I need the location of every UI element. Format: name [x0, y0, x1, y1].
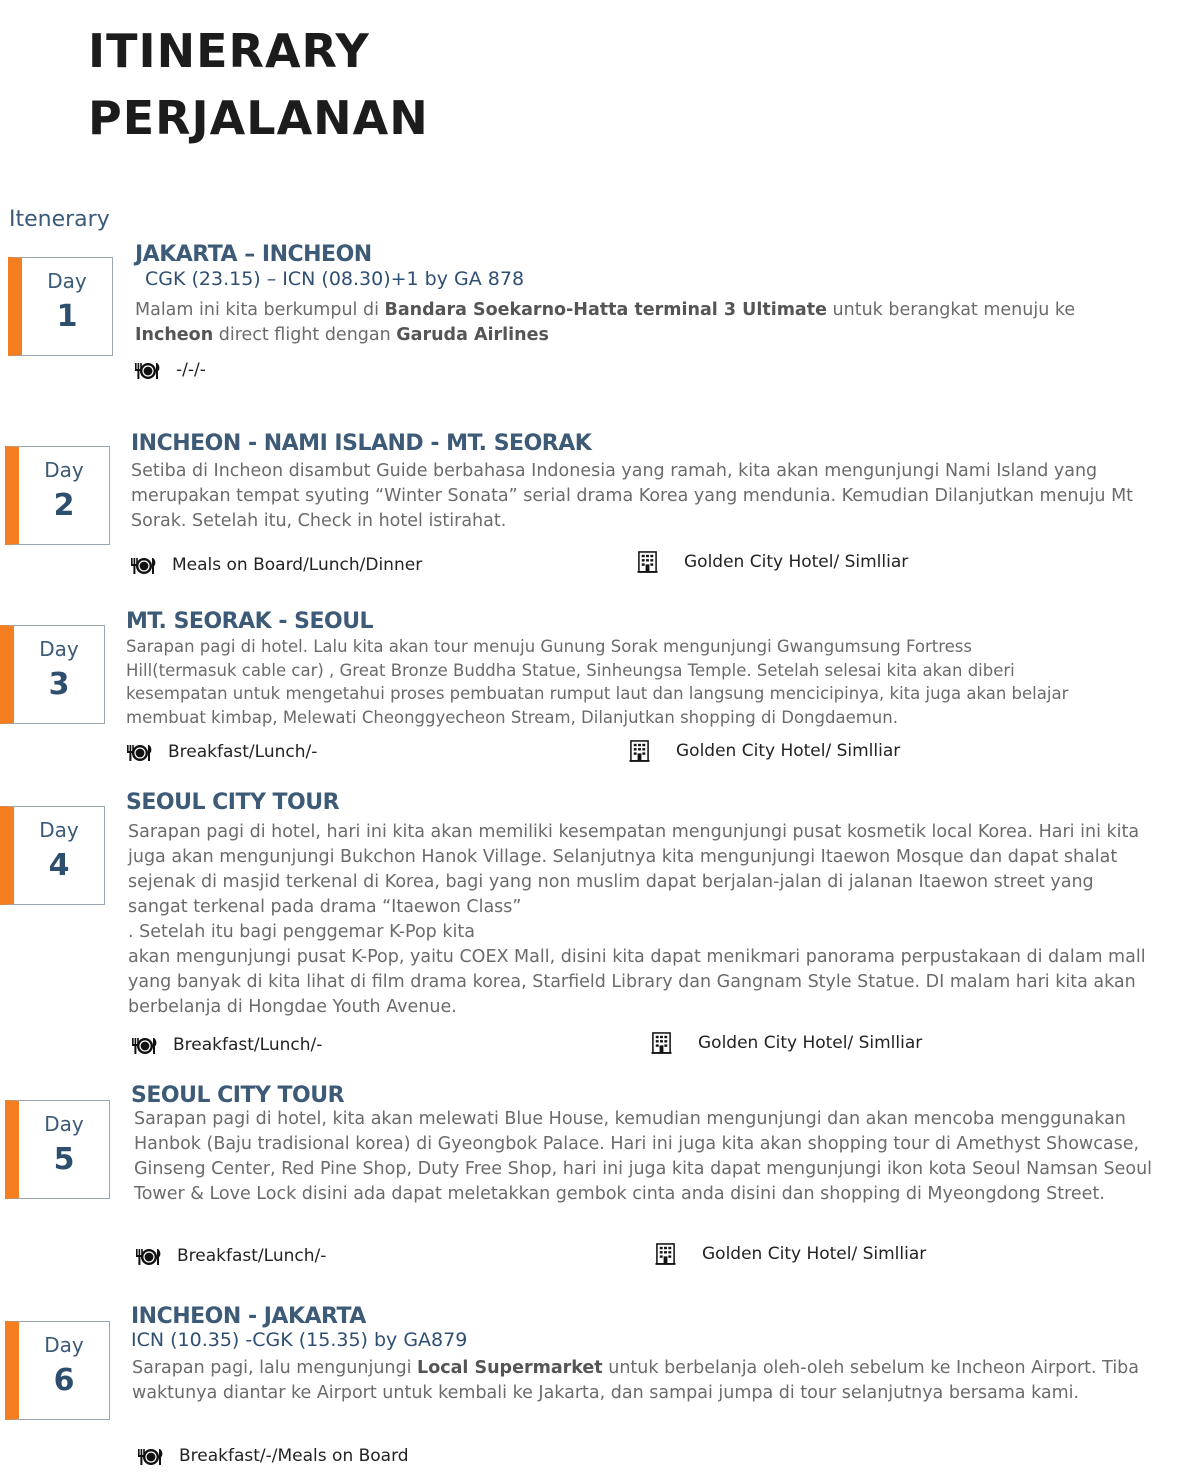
meals-icon	[130, 555, 158, 575]
day-label: Day	[44, 1112, 84, 1136]
day-number: 2	[53, 488, 75, 523]
day-3-meals	[126, 742, 317, 762]
day-4-description: Sarapan pagi di hotel, hari ini kita akan memiliki kesempatan mengunjungi pusat kosmetik local Korea. Hari ini kita juga akan mengunjungi Bukchon Hanok Village. Selanjutnya kita mengunjungi Itaewon Mosque dan dapat shalat sejenak di masjid terkenal di Korea, bagi yang non muslim dapat berjalan-jalan di jalanan Itaewon street yang sangat terkenal pada drama “Itaewon Class” . Setelah itu bagi penggemar K-Pop kita akan mengunjungi pusat K-Pop, yaitu COEX Mall, disini kita dapat menikmari panorama perpustakaan di dalam mall yang banyak di kita lihat di film drama korea, Starfield Library dan Gangnam Style Statue. DI malam hari kita akan berbelanja di Hongdae Youth Avenue.	[128, 822, 1146, 1017]
meals-icon	[134, 360, 162, 380]
meals-icon	[137, 1446, 165, 1466]
day-5-meals	[135, 1246, 326, 1266]
hotel-building-icon	[637, 550, 658, 573]
day-number: 3	[48, 667, 70, 702]
meals-text: Meals on Board/Lunch/Dinner	[172, 555, 423, 575]
meals-icon	[126, 742, 154, 762]
day-6-flight-info: ICN (10.35) -CGK (15.35) by GA879	[131, 1329, 468, 1351]
section-label: Itenerary	[9, 207, 110, 232]
day-badge-2	[5, 446, 110, 545]
meals-text: -/-/-	[176, 360, 206, 380]
hotel-text: Golden City Hotel/ Simlliar	[684, 551, 909, 572]
meals-text: Breakfast/Lunch/-	[173, 1035, 323, 1055]
day-4-heading: SEOUL CITY TOUR	[126, 790, 340, 815]
day-4-hotel	[651, 1031, 922, 1054]
day-number: 6	[53, 1363, 75, 1398]
day-6-heading: INCHEON - JAKARTA	[131, 1304, 366, 1329]
day-label: Day	[39, 637, 79, 661]
day-badge-5	[5, 1100, 110, 1199]
day-2-description: Setiba di Incheon disambut Guide berbahasa Indonesia yang ramah, kita akan mengunjungi Nami Island yang merupakan tempat syuting “Winter Sonata” serial drama Korea yang mendunia. Kemudian Dilanjutkan menuju Mt Sorak. Setelah itu, Check in hotel istirahat.	[131, 461, 1134, 531]
meals-icon	[131, 1035, 159, 1055]
meals-icon	[135, 1246, 163, 1266]
page-title-line-2: PERJALANAN	[88, 91, 429, 145]
hotel-building-icon	[629, 739, 650, 762]
day-5-heading: SEOUL CITY TOUR	[131, 1083, 345, 1108]
hotel-text: Golden City Hotel/ Simlliar	[698, 1032, 923, 1053]
day-1-description: Malam ini kita berkumpul di Bandara Soekarno-Hatta terminal 3 Ultimate untuk berangkat menuju ke Incheon direct flight dengan Garuda Airlines	[135, 300, 1076, 345]
day-4-meals	[131, 1035, 322, 1055]
day-1-heading: JAKARTA – INCHEON	[135, 242, 372, 267]
day-2-meals	[130, 555, 422, 575]
day-badge-6	[5, 1321, 110, 1420]
day-2-heading: INCHEON - NAMI ISLAND - MT. SEORAK	[131, 431, 592, 456]
day-3-heading: MT. SEORAK - SEOUL	[126, 609, 374, 634]
day-5-description: Sarapan pagi di hotel, kita akan melewati Blue House, kemudian mengunjungi dan akan mencoba menggunakan Hanbok (Baju tradisional korea) di Gyeongbok Palace. Hari ini juga kita akan shopping tour di Amethyst Showcase, Ginseng Center, Red Pine Shop, Duty Free Shop, hari ini juga kita dapat mengunjungi ikon kota Seoul Namsan Seoul Tower & Love Lock disini ada dapat meletakkan gembok cinta anda disini dan shopping di Myeongdong Street.	[134, 1109, 1153, 1204]
day-label: Day	[39, 818, 79, 842]
day-3-description: Sarapan pagi di hotel. Lalu kita akan tour menuju Gunung Sorak mengunjungi Gwangumsung Fortress Hill(termasuk cable car) , Great Bronze Buddha Statue, Sinheungsa Temple. Setelah selesai kita akan diberi kesempatan untuk mengetahui proses pembuatan rumput laut dan langsung mencicipinya, kita juga akan belajar membuat kimbap, Melewati Cheonggyecheon Stream, Dilanjutkan shopping di Dongdaemun.	[126, 637, 1069, 727]
day-label: Day	[44, 1333, 84, 1357]
meals-text: Breakfast/Lunch/-	[177, 1246, 327, 1266]
day-3-hotel	[629, 739, 900, 762]
day-2-hotel	[637, 550, 908, 573]
day-1-flight-info: CGK (23.15) – ICN (08.30)+1 by GA 878	[145, 268, 525, 290]
page-title-line-1: ITINERARY	[88, 24, 370, 78]
hotel-building-icon	[651, 1031, 672, 1054]
day-5-hotel	[655, 1242, 926, 1265]
day-label: Day	[47, 269, 87, 293]
day-number: 4	[48, 848, 70, 883]
day-label: Day	[44, 458, 84, 482]
hotel-text: Golden City Hotel/ Simlliar	[676, 740, 901, 761]
day-1-meals	[134, 360, 206, 380]
day-badge-1	[8, 257, 113, 356]
hotel-building-icon	[655, 1242, 676, 1265]
day-number: 1	[56, 299, 78, 334]
hotel-text: Golden City Hotel/ Simlliar	[702, 1243, 927, 1264]
day-6-description: Sarapan pagi, lalu mengunjungi Local Supermarket untuk berbelanja oleh-oleh sebelum ke Incheon Airport. Tiba waktunya diantar ke Airport untuk kembali ke Jakarta, dan sampai jumpa di tour selanjutnya bersama kami.	[132, 1358, 1140, 1403]
meals-text: Breakfast/Lunch/-	[168, 742, 318, 762]
day-badge-3	[0, 625, 105, 724]
day-number: 5	[53, 1142, 75, 1177]
day-6-meals	[137, 1446, 409, 1466]
meals-text: Breakfast/-/Meals on Board	[179, 1446, 409, 1466]
day-badge-4	[0, 806, 105, 905]
